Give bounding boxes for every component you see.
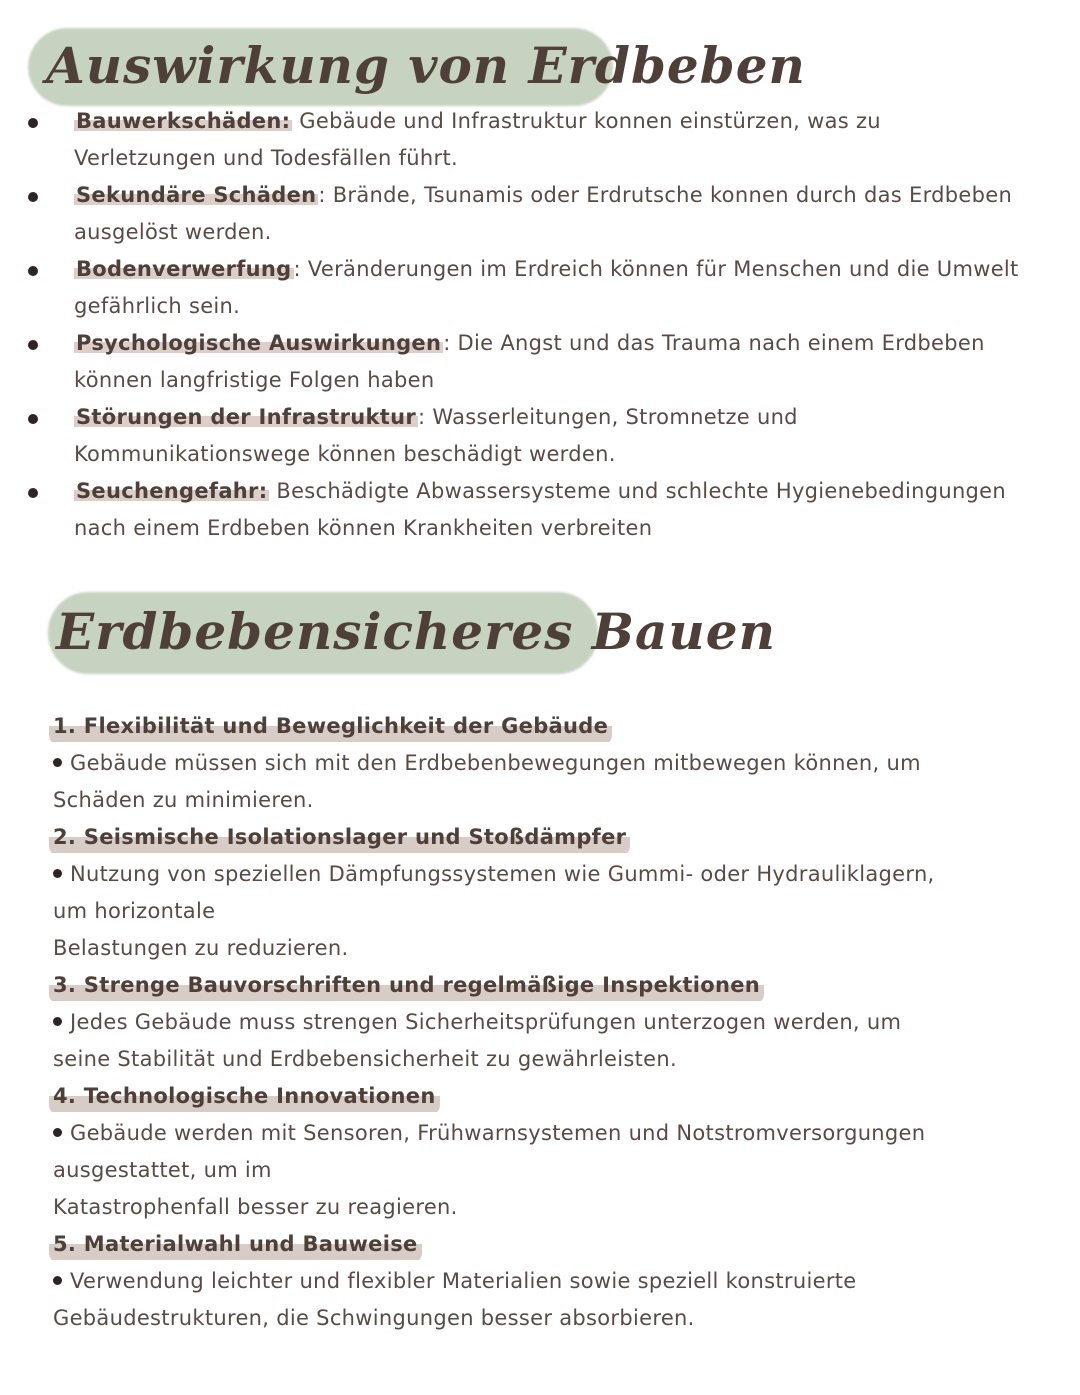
list-item	[0, 473, 1080, 547]
measure-text	[53, 1263, 1013, 1337]
list-item	[0, 399, 1080, 473]
measure-line: Nutzung von speziellen Dämpfungssystemen wie Gummi- oder Hydrauliklagern,	[70, 862, 935, 886]
impact-term: Seuchengefahr:	[76, 479, 268, 503]
list-item	[0, 103, 1080, 177]
bullet-icon	[53, 1276, 62, 1285]
measure-line: Verwendung leichter und flexibler Materialien sowie speziell konstruierte	[70, 1269, 857, 1293]
impact-text: : Veränderungen im Erdreich können für Menschen und die Umwelt gefährlich sein.	[74, 257, 1019, 318]
bullet-icon	[28, 192, 38, 202]
impact-term: Störungen der Infrastruktur	[76, 405, 417, 429]
bullet-icon	[53, 1128, 62, 1137]
bullet-icon	[53, 869, 62, 878]
title-erdbebensicher	[48, 584, 776, 668]
measure-heading: 4. Technologische Innovationen	[49, 1078, 440, 1115]
measure-line: Belastungen zu reduzieren.	[53, 936, 349, 960]
bullet-icon	[53, 758, 62, 767]
measure-block	[53, 819, 1013, 967]
measure-block	[53, 967, 1013, 1078]
impact-text: Gebäude und Infrastruktur konnen einstürzen, was zu Verletzungen und Todesfällen führt.	[74, 109, 881, 170]
measure-line: ausgestattet, um im	[53, 1158, 272, 1182]
list-item	[0, 177, 1080, 251]
impact-term: Sekundäre Schäden	[76, 183, 317, 207]
measure-block	[53, 708, 1013, 819]
impact-term: Psychologische Auswirkungen	[76, 331, 442, 355]
measure-heading: 3. Strenge Bauvorschriften und regelmäßige Inspektionen	[49, 967, 764, 1004]
impact-text: Beschädigte Abwassersysteme und schlechte Hygienebedingungen nach einem Erdbeben können Krankheiten verbreiten	[74, 479, 1007, 540]
measure-block	[53, 1078, 1013, 1226]
measure-text	[53, 745, 1013, 819]
list-item	[0, 325, 1080, 399]
measure-line: um horizontale	[53, 899, 216, 923]
impact-text: : Die Angst und das Trauma nach einem Erdbeben können langfristige Folgen haben	[74, 331, 985, 392]
measure-heading: 5. Materialwahl und Bauweise	[49, 1226, 422, 1263]
measure-block	[53, 1226, 1013, 1337]
measure-heading: 1. Flexibilität und Beweglichkeit der Gebäude	[49, 708, 612, 745]
measure-text	[53, 1115, 1013, 1226]
measure-line: Jedes Gebäude muss strengen Sicherheitsprüfungen unterzogen werden, um	[70, 1010, 902, 1034]
impact-text: : Wasserleitungen, Stromnetze und Kommunikationswege können beschädigt werden.	[74, 405, 798, 466]
measures-section	[53, 708, 1013, 1337]
measure-line: Gebäude werden mit Sensoren, Frühwarnsystemen und Notstromversorgungen	[70, 1121, 926, 1145]
list-item	[0, 251, 1080, 325]
impact-text: : Brände, Tsunamis oder Erdrutsche konnen durch das Erdbeben ausgelöst werden.	[74, 183, 1013, 244]
bullet-icon	[53, 1017, 62, 1026]
measure-text	[53, 1004, 1013, 1078]
section-title: Erdbebensicheres Bauen	[56, 602, 776, 661]
bullet-icon	[28, 266, 38, 276]
measure-heading: 2. Seismische Isolationslager und Stoßdämpfer	[49, 819, 630, 856]
bullet-icon	[28, 488, 38, 498]
measure-line: Katastrophenfall besser zu reagieren.	[53, 1195, 458, 1219]
bullet-icon	[28, 118, 38, 128]
measure-line: Schäden zu minimieren.	[53, 788, 314, 812]
impact-list	[0, 103, 1080, 547]
page-title: Auswirkung von Erdbeben	[46, 36, 806, 95]
measure-line: Gebäudestrukturen, die Schwingungen besser absorbieren.	[53, 1306, 695, 1330]
measure-text	[53, 856, 1013, 967]
impact-term: Bauwerkschäden:	[76, 109, 291, 133]
title-auswirkung	[28, 18, 806, 98]
bullet-icon	[28, 414, 38, 424]
measure-line: Gebäude müssen sich mit den Erdbebenbewegungen mitbewegen können, um	[70, 751, 921, 775]
bullet-icon	[28, 340, 38, 350]
measure-line: seine Stabilität und Erdbebensicherheit zu gewährleisten.	[53, 1047, 677, 1071]
impact-term: Bodenverwerfung	[76, 257, 292, 281]
